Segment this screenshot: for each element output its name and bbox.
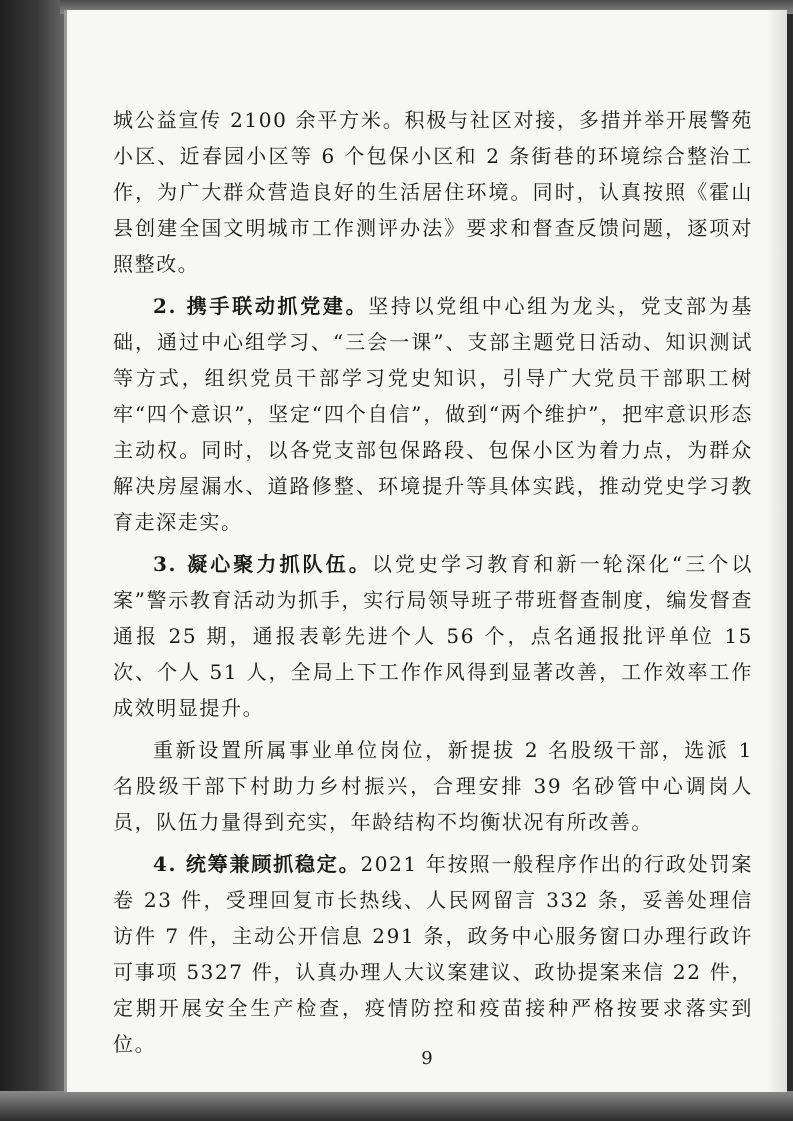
scan-left-edge — [0, 0, 68, 1121]
paragraph-4-text: 重新设置所属事业单位岗位，新提拔 2 名股级干部，选派 1 名股级干部下村助力乡村振兴，合理安排 39 名砂管中心调岗人员，队伍力量得到充实，年龄结构不均衡状况有所改善。 — [113, 738, 753, 834]
paragraph-2-heading: 2. 携手联动抓党建。 — [153, 294, 369, 318]
paragraph-3-heading: 3. 凝心聚力抓队伍。 — [153, 552, 372, 576]
paragraph-5 — [113, 846, 753, 1062]
paragraph-1-text: 城公益宣传 2100 余平方米。积极与社区对接，多措并举开展警苑小区、近春园小区等 6 个包保小区和 2 条街巷的环境综合整治工作，为广大群众营造良好的生活居住环境。同时，认真按照《霍山县创建全国文明城市工作测评办法》要求和督查反馈问题，逐项对照整改。 — [113, 108, 753, 276]
paragraph-2 — [113, 288, 753, 540]
paragraph-1 — [113, 102, 753, 282]
paragraph-3 — [113, 546, 753, 726]
paragraph-5-text: 2021 年按照一般程序作出的行政处罚案卷 23 件，受理回复市长热线、人民网留言 332 条，妥善处理信访件 7 件，主动公开信息 291 条，政务中心服务窗口办理行政许可事项 5327 件，认真办理人大议案建议、政协提案来信 22 件，定期开展安全生产检查，疫情防控和疫苗接种严格按要求落实到位。 — [113, 852, 753, 1056]
paragraph-2-text: 坚持以党组中心组为龙头，党支部为基础，通过中心组学习、“三会一课”、支部主题党日活动、知识测试等方式，组织党员干部学习党史知识，引导广大党员干部职工树牢“四个意识”，坚定“四个自信”，做到“两个维护”，把牢意识形态主动权。同时，以各党支部包保路段、包保小区为着力点，为群众解决房屋漏水、道路修整、环境提升等具体实践，推动党史学习教育走深走实。 — [113, 294, 753, 534]
paragraph-3-text: 以党史学习教育和新一轮深化“三个以案”警示教育活动为抓手，实行局领导班子带班督查制度，编发督查通报 25 期，通报表彰先进个人 56 个，点名通报批评单位 15 次、个人 51 人，全局上下工作作风得到显著改善，工作效率工作成效明显提升。 — [113, 552, 753, 720]
page-body — [113, 102, 753, 1068]
paragraph-4 — [113, 732, 753, 840]
scan-bottom-edge — [0, 1091, 793, 1121]
document-page — [64, 10, 787, 1092]
page-shade — [767, 10, 787, 1092]
page-number: 9 — [421, 1048, 433, 1069]
paragraph-5-heading: 4. 统筹兼顾抓稳定。 — [153, 852, 361, 876]
